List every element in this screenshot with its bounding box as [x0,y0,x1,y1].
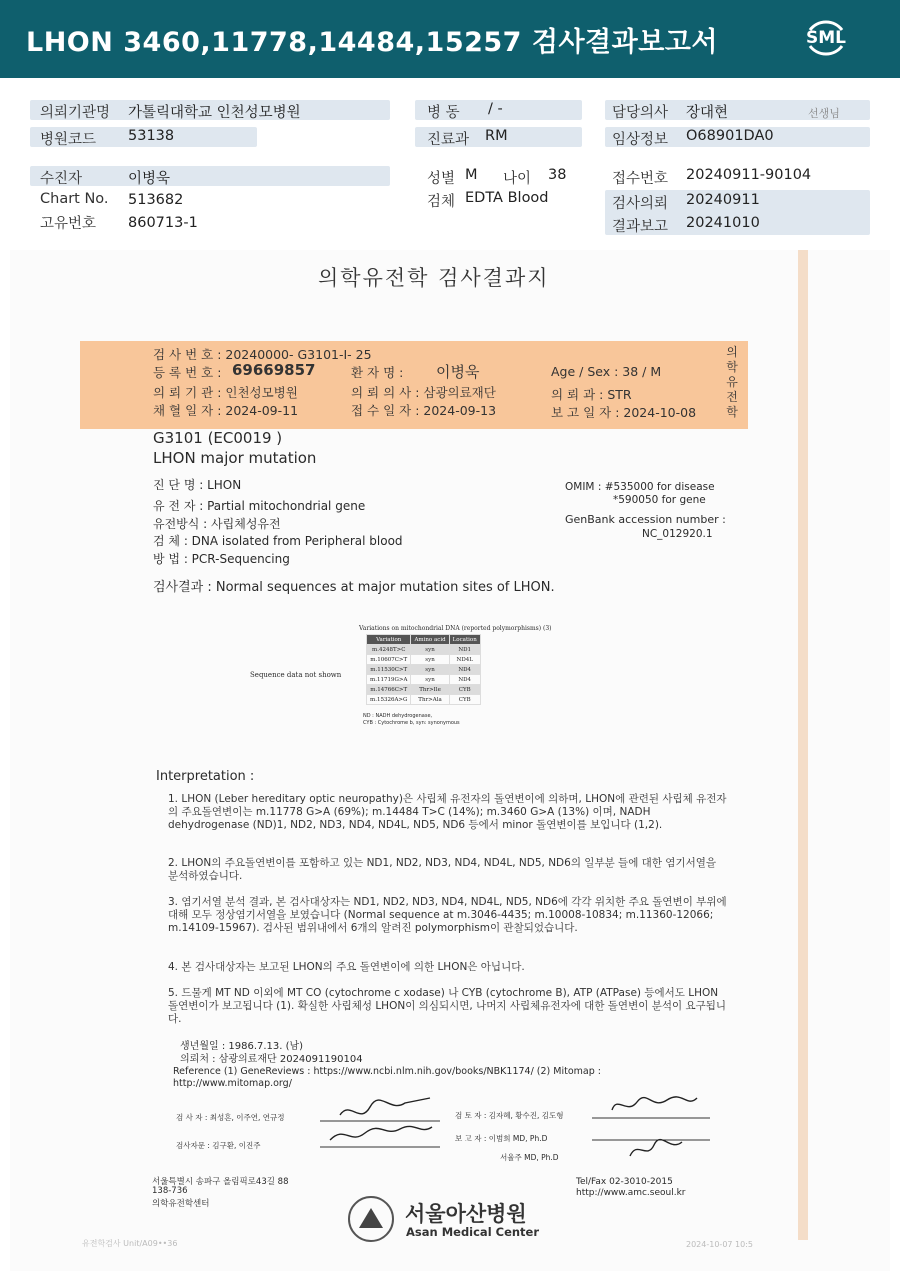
omim-gene: *590050 for gene [613,494,706,506]
report-title: LHON 3460,11778,14484,15257 검사결과보고서 [26,27,718,58]
table-cell: ND4 [449,675,480,685]
scan-footer-right: 2024-10-07 10:5 [686,1240,753,1249]
reviewer-signature-icon [592,1090,710,1162]
scan-edge [798,250,808,1240]
dept-label: 진료과 [427,132,470,148]
table-cell: syn [411,675,449,685]
table-row [367,665,481,675]
scan-collect: 채 혈 일 자 : 2024-09-11 [153,403,299,418]
tester-advisor: 검사자문 : 김구환, 이진주 [176,1141,261,1150]
doctor-value: 장대현 [686,105,729,121]
reg-no: 69669857 [232,361,316,379]
variation-note-cyb: CYB : Cytochrome b, syn: synonymous [363,720,460,726]
gene: 유 전 자 : Partial mitochondrial gene [153,499,366,513]
interpretation-1: 1. LHON (Leber hereditary optic neuropathy)은 사립체 유전자의 돌연변이에 의하며, LHON에 관련된 사립체 유전자의 주요돌연변이는 m.11778 G>A (69%); m.14484 T>C (14%); m.3460 G>A (13%) 이며, NADH dehydrogenase (ND)1, ND2, ND3, ND4, ND4L, ND5, ND6 등에서 minor 돌연변이를 보입니다 (1,2). [168,793,727,831]
scan-title: 의학유전학 검사결과지 [318,266,550,290]
inheritance: 유전방식 : 사립체성유전 [153,517,281,531]
address-3: 의학유전학센터 [152,1199,210,1209]
scan-req-dept: 의 뢰 과 : STR [551,387,632,402]
receipt-label: 접수번호 [612,171,669,187]
table-cell: m.11719G>A [367,675,411,685]
sml-logo-text: SML [806,28,846,48]
test-no: 검 사 번 호 : 20240000- G3101-I- 25 [153,347,372,362]
table-cell: m.15326A>G [367,695,411,705]
table-cell: syn [411,665,449,675]
method: 방 법 : PCR-Sequencing [153,552,290,566]
chart-label: Chart No. [40,191,109,207]
interpretation-5: 5. 드물게 MT ND 이외에 MT CO (cytochrome c xodase) 나 CYB (cytochrome B), ATP (ATPase) 등에서도 LHON 돌연변이가 보고됩니다 (1). 확실한 사립체성 LHON이 의심되시면, 나머지 사립체유전자에 대한 돌연변이 분석이 요구됩니다. [168,987,727,1025]
table-cell: ND1 [449,645,480,655]
tel-fax: Tel/Fax 02-3010-2015 [576,1177,673,1187]
address-1: 서울특별시 송파구 올림픽로43길 88 [152,1177,289,1187]
chart-value: 513682 [128,192,184,208]
sex-label: 성별 [427,171,456,187]
sex-value: M [465,167,478,183]
table-cell: m.11530C>T [367,665,411,675]
birth-date: 생년월일 : 1986.7.13. (남) [180,1041,304,1052]
patient-value: 이병욱 [128,171,171,187]
reference-2: http://www.mitomap.org/ [173,1078,292,1089]
clinical-value: O68901DA0 [686,128,774,144]
table-header: Location [449,635,480,645]
hospital-code-value: 53138 [128,128,175,144]
reference-1: Reference (1) GeneReviews : https://www.ncbi.nlm.nih.gov/books/NBK1174/ (2) Mitomap : [173,1066,601,1077]
omim-disease: OMIM : #535000 for disease [565,481,715,493]
variation-note-nd: ND : NADH dehydrogenase, [363,713,433,719]
table-header: Variation [367,635,411,645]
request-value: 20240911 [686,192,760,208]
table-row [367,675,481,685]
genbank-number: NC_012920.1 [642,528,713,540]
table-row [367,685,481,695]
scan-side-label: 의 학 유 전 학 [726,345,738,419]
interpretation-2: 2. LHON의 주요돌연변이를 포함하고 있는 ND1, ND2, ND3, ND4, ND4L, ND5, ND6의 일부분 들에 대한 염기서열을 분석하였습니다. [168,857,717,882]
ward-value: / - [488,101,503,117]
hospital-name-ko: 서울아산병원 [405,1202,527,1226]
variation-title: Variations on mitochondrial DNA (reported polymorphisms) (3) [359,625,552,632]
asan-logo-icon [348,1196,394,1242]
table-header: Amino acid [411,635,449,645]
hospital-code-label: 병원코드 [40,132,97,148]
ward-label: 병 동 [427,105,460,121]
table-cell: m.14766C>T [367,685,411,695]
table-cell: syn [411,655,449,665]
receipt-value: 20240911-90104 [686,167,812,183]
diagnosis: 진 단 명 : LHON [153,478,242,492]
report-date-value: 20241010 [686,215,760,231]
hospital-name-en: Asan Medical Center [406,1225,540,1239]
sequence-note: Sequence data not shown [250,671,342,679]
institution-label: 의뢰기관명 [40,105,111,121]
scan-patient-label: 환 자 명 : [351,365,404,380]
test-name: LHON major mutation [153,449,317,467]
patient-label: 수진자 [40,171,83,187]
table-cell: Thr>Ala [411,695,449,705]
table-cell: m.10607C>T [367,655,411,665]
table-row [367,645,481,655]
patient-row-bg [30,166,390,186]
reporter: 보 고 자 : 이범희 MD, Ph.D [455,1134,548,1143]
tester-signature-icon [320,1095,440,1155]
id-label: 고유번호 [40,216,97,232]
report-header [0,0,900,78]
age-value: 38 [548,167,567,183]
table-cell: CYB [449,695,480,705]
scan-footer-left: 유전학검사 Unit/A09••36 [82,1239,178,1248]
specimen: 검 체 : DNA isolated from Peripheral blood [153,534,403,548]
scan-req-inst: 의 뢰 기 관 : 인천성모병원 [153,385,298,400]
scan-patient: 이병욱 [436,363,480,381]
scan-age-sex: Age / Sex : 38 / M [551,364,662,379]
test-code: G3101 (EC0019 ) [153,429,283,447]
tester: 검 사 자 : 최성흔, 이주연, 연규정 [176,1113,285,1122]
id-value: 860713-1 [128,215,198,231]
address-2: 138-736 [152,1186,188,1196]
scan-report: 보 고 일 자 : 2024-10-08 [551,405,697,420]
dept-value: RM [485,128,508,144]
table-row [367,695,481,705]
variation-table [366,634,481,705]
website: http://www.amc.seoul.kr [576,1188,686,1198]
table-cell: ND4L [449,655,480,665]
report-date-label: 결과보고 [612,219,669,235]
age-label: 나이 [503,171,532,187]
table-cell: CYB [449,685,480,695]
table-row [367,655,481,665]
requester: 의뢰처 : 삼광의료재단 2024091190104 [180,1054,363,1065]
test-result: 검사결과 : Normal sequences at major mutation sites of LHON. [153,580,555,595]
request-label: 검사의뢰 [612,196,669,212]
institution-value: 가톨릭대학교 인천성모병원 [128,105,301,121]
interpretation-3: 3. 염기서열 분석 결과, 본 검사대상자는 ND1, ND2, ND3, ND4, ND4L, ND5, ND6에 각각 위치한 주요 돌연변이 부위에 대해 모두 정상염기서열을 보였습니다 (Normal sequence at m.3046-4435; m.10008-10834; m.11360-12066; m.14109-15967). 검사된 범위내에서 6개의 알려진 polymorphism이 관찰되었습니다. [168,896,727,934]
genbank-label: GenBank accession number : [565,513,726,526]
table-cell: syn [411,645,449,655]
table-cell: m.4248T>C [367,645,411,655]
clinical-label: 임상정보 [612,132,669,148]
doctor-label: 담당의사 [612,105,669,121]
table-cell: ND4 [449,665,480,675]
reporter-2: 서율주 MD, Ph.D [500,1153,559,1162]
doctor-suffix: 선생님 [808,107,840,120]
reviewer: 검 토 자 : 김자혜, 황수진, 김도형 [455,1111,564,1120]
interpretation-4: 4. 본 검사대상자는 보고된 LHON의 주요 돌연변이에 의한 LHON은 아닙니다. [168,961,525,973]
table-cell: Thr>Ile [411,685,449,695]
scan-receipt: 접 수 일 자 : 2024-09-13 [351,403,497,418]
specimen-value: EDTA Blood [465,190,549,206]
reg-no-label: 등 록 번 호 : [153,365,222,380]
specimen-label: 검체 [427,194,456,210]
interpretation-title: Interpretation : [156,769,255,784]
scan-req-doc: 의 뢰 의 사 : 삼광의료재단 [351,385,496,400]
